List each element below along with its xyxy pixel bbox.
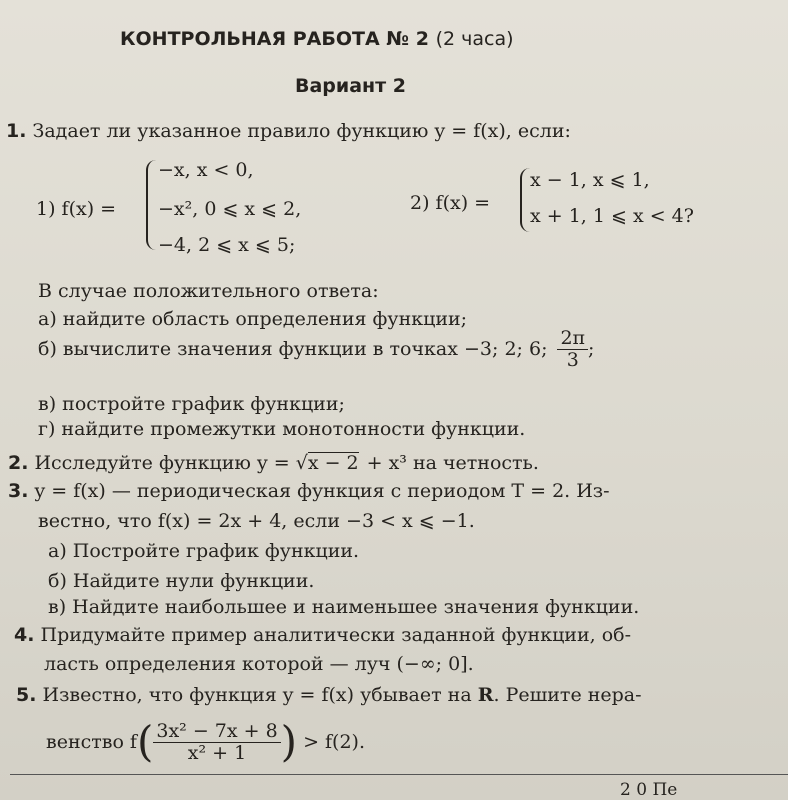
item-b-fraction-denominator: 3 [566,348,579,371]
problem-1-text: Задает ли указанное правило функцию y = f(x), если: [32,120,571,142]
title-main: КОНТРОЛЬНАЯ РАБОТА № 2 [120,28,429,50]
inequality-end: > f(2). [303,730,366,753]
inequality-fraction-denominator: x² + 1 [187,741,247,764]
variant-heading: Вариант 2 [295,75,407,97]
left-paren: ( [136,717,154,766]
footer-partial-text: 2 0 Пе [620,780,678,800]
problem-5-number: 5. [16,684,37,706]
page-title [120,28,514,50]
sqrt-content: x − 2 [307,452,359,474]
problem-3-line-1 [8,482,610,501]
problem-2-text-before: Исследуйте функцию y = [34,452,290,474]
problem-5-line-1-text: Известно, что функция y = f(x) убывает на [42,684,472,706]
problem-3-line-2: вестно, что f(x) = 2x + 4, если −3 < x ⩽ −1. [38,510,475,532]
problem-1-statement [6,122,571,141]
problem-5-line-1 [16,686,642,705]
problem-1-item-b [38,322,594,376]
problem-2-number: 2. [8,452,29,474]
problem-3-number: 3. [8,480,29,502]
case-1-label: 1) f(x) = [36,198,117,220]
problem-4-line-1-text: Придумайте пример аналитически заданной функции, об- [40,624,632,646]
bottom-divider [10,774,788,775]
problem-3-line-1-text: y = f(x) — периодическая функция с периодом T = 2. Из- [34,480,610,502]
case-2-line-1: x − 1, x ⩽ 1, [530,169,650,191]
problem-3-item-a: а) Постройте график функции. [48,540,360,562]
case-2-line-2: x + 1, 1 ⩽ x < 4? [530,205,694,227]
right-paren: ) [280,717,298,766]
problem-4-line-1 [14,626,631,645]
title-note: (2 часа) [435,28,514,50]
item-b-end: ; [588,337,595,360]
case-2-label: 2) f(x) = [410,192,491,214]
case-1-line-2: −x², 0 ⩽ x ⩽ 2, [158,198,302,220]
case-1-line-3: −4, 2 ⩽ x ⩽ 5; [158,234,296,256]
item-b-fraction-numerator: 2π [557,329,588,350]
problem-3-item-c: в) Найдите наибольшее и наименьшее значения функции. [48,596,640,618]
case-1-line-1: −x, x < 0, [158,159,254,181]
problem-5-line-1-end: . Решите нера- [493,684,642,706]
problem-1-item-d: г) найдите промежутки монотонности функции. [38,418,526,440]
problem-4-line-2: ласть определения которой — луч (−∞; 0]. [44,653,474,675]
problem-2-text-after: + x³ на четность. [366,452,539,474]
inequality-start: венство f [46,730,137,753]
inequality-fraction [153,719,280,764]
problem-1-number: 1. [6,120,27,142]
problem-4-number: 4. [14,624,35,646]
item-b-text: б) вычислите значения функции в точках −3; 2; 6; [38,337,548,360]
item-b-fraction [557,326,588,371]
real-numbers-symbol: R [477,684,494,706]
problem-2-statement [8,452,539,473]
sqrt-symbol: √ [295,452,308,474]
problem-1-item-a: а) найдите область определения функции; [38,308,468,330]
problem-3-item-b: б) Найдите нули функции. [48,570,315,592]
problem-5-inequality [46,714,365,770]
positive-answer-intro: В случае положительного ответа: [38,280,379,302]
problem-1-item-c: в) постройте график функции; [38,393,345,415]
inequality-fraction-numerator: 3x² − 7x + 8 [153,722,280,743]
